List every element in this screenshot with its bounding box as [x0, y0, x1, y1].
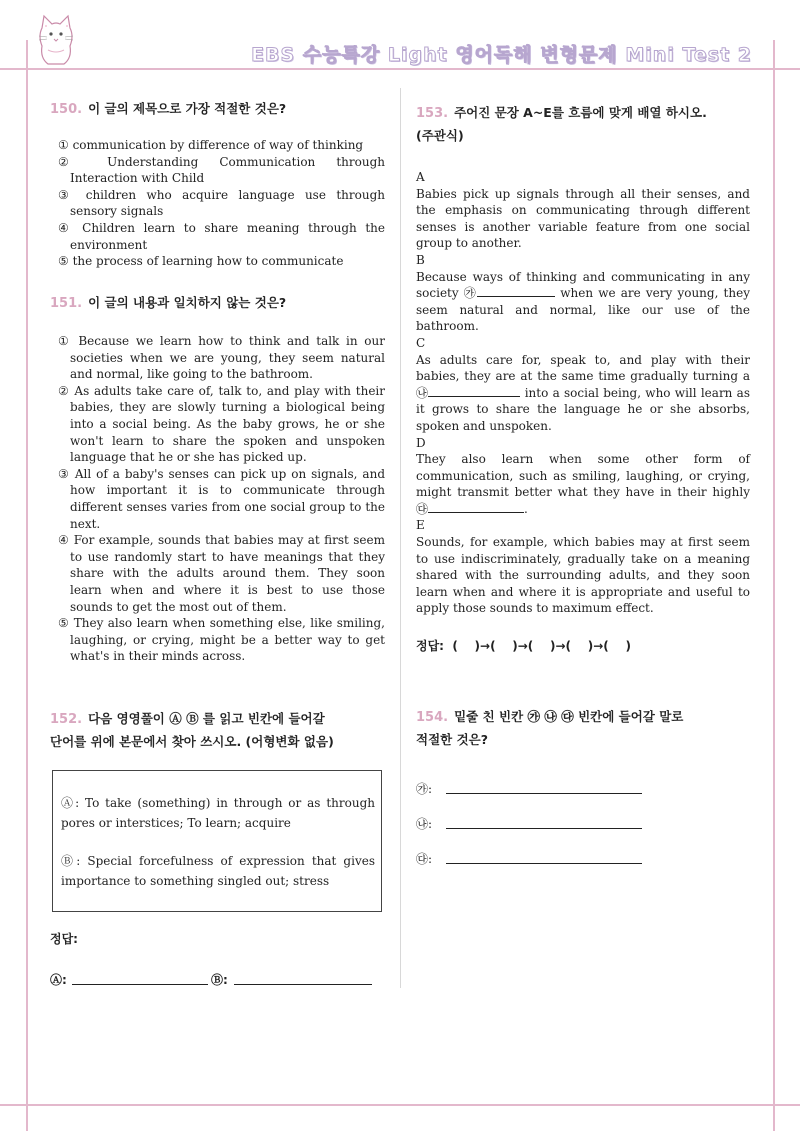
option-1[interactable]: ① communication by difference of way of thinking [58, 138, 364, 152]
question-text-line1: 밑줄 친 빈칸 ㉮ ㉯ ㉰ 빈칸에 들어갈 말로 [454, 709, 684, 724]
order-answer-line[interactable]: 정답: ( )→( )→( )→( )→( ) [416, 639, 631, 654]
sentence-b-label: B [416, 252, 425, 267]
question-number: 152. [50, 712, 83, 727]
passage-sentences [416, 169, 750, 617]
sentence-d-label: D [416, 435, 426, 450]
question-153-heading [416, 102, 750, 147]
question-text: 이 글의 내용과 일치하지 않는 것은? [88, 295, 287, 310]
option-4[interactable]: ④ For example, sounds that babies may at first seem to use randomly start to have meanings that they share with the adults around them. They soon learn when and where it is best to use those sounds to get the most out of them. [58, 533, 385, 614]
page-header-title: EBS 수능특강 Light 영어독해 변형문제 Mini Test 2 [251, 44, 752, 66]
answer-da-blank[interactable] [446, 863, 642, 864]
question-153 [416, 102, 750, 654]
answer-na-blank[interactable] [446, 828, 642, 829]
answer-ga-label: ㉮: [416, 782, 433, 796]
answer-b-label: Ⓑ: [211, 973, 228, 987]
answer-na-label: ㉯: [416, 817, 433, 831]
frame-bottom-line [0, 1104, 800, 1106]
frame-top-line [0, 68, 800, 70]
answer-label: 정답: [50, 932, 78, 946]
question-154-heading [416, 706, 750, 751]
frame-right-line [773, 40, 775, 1131]
blank-da[interactable] [428, 501, 524, 513]
answer-a-label: Ⓐ: [50, 973, 67, 987]
question-150-heading [50, 98, 385, 121]
cat-logo-icon [34, 14, 78, 66]
answer-b-blank[interactable] [234, 984, 372, 985]
question-152 [50, 708, 385, 753]
question-number: 150. [50, 102, 83, 117]
question-text-line1: 주어진 문장 A~E를 흐름에 맞게 배열 하시오. [454, 105, 707, 120]
sentence-e-label: E [416, 518, 425, 533]
question-151 [50, 292, 385, 665]
question-154 [416, 706, 750, 751]
question-text-line2: 단어를 위에 본문에서 찾아 쓰시오. (어형변화 없음) [50, 734, 334, 749]
question-text-line2: 적절한 것은? [416, 732, 488, 747]
definition-a: Ⓐ: To take (something) in through or as through pores or interstices; To learn; acquire [61, 796, 375, 830]
sentence-c-text: As adults care for, speak to, and play with their babies, they are at the same time gradually turning a ㉯ into a social being, who will learn as it grows to share the language he or she absorbs, spoken and unspoken. [416, 352, 750, 433]
option-1[interactable]: ① Because we learn how to think and talk in our societies when we are young, they seem natural and normal, like going to the bathroom. [58, 334, 385, 382]
option-5[interactable]: ⑤ the process of learning how to communicate [58, 254, 344, 269]
answer-ga-blank[interactable] [446, 793, 642, 794]
sentence-a-label: A [416, 170, 425, 184]
sentence-d-text: They also learn when some other form of communication, such as smiling, laughing, or crying, might transmit better what they have in their highly ㉰ . [416, 452, 750, 516]
options-list [50, 333, 385, 665]
question-152-heading [50, 708, 385, 753]
question-number: 151. [50, 296, 83, 311]
blank-ga[interactable] [477, 285, 555, 297]
column-divider [400, 88, 401, 988]
option-4[interactable]: ④ Children learn to share meaning through the environment [58, 220, 385, 252]
question-150 [50, 98, 385, 270]
sentence-e-text: Sounds, for example, which babies may at first seem to use indiscriminately, gradually take on a meaning shared with the surrounding adults, and they soon learn when and where it is appropriate and useful to apply those sounds to maximum effect. [416, 535, 750, 616]
option-2[interactable]: ② Understanding Communication through Interaction with Child [58, 154, 385, 186]
sentence-c-label: C [416, 335, 426, 350]
question-number: 153. [416, 106, 449, 121]
option-3[interactable]: ③ All of a baby's senses can pick up on signals, and how important it is to communicate through different senses varies from one social group to the next. [58, 466, 385, 531]
question-text-line2: (주관식) [416, 128, 464, 143]
option-5[interactable]: ⑤ They also learn when something else, like smiling, laughing, or crying, might be a better way to get what's in their minds across. [58, 616, 385, 664]
answer-da-label: ㉰: [416, 852, 433, 866]
sentence-a-text: Babies pick up signals through all their senses, and the emphasis on communicating through different senses is another variable feature from one social group to another. [416, 186, 750, 251]
options-list [50, 137, 385, 270]
definition-box [52, 770, 382, 912]
option-2[interactable]: ② As adults take care of, talk to, and play with their babies, they are slowly turning a biological being into a social being. As the baby grows, he or she won't learn to share the spoken and unspoken language that he or she has picked up. [58, 383, 385, 465]
definition-b: Ⓑ: Special forcefulness of expression that gives importance to something singled out; stress [61, 854, 375, 888]
question-151-heading [50, 292, 385, 315]
question-text-line1: 다음 영영풀이 Ⓐ Ⓑ 를 읽고 빈칸에 들어갈 [88, 711, 325, 726]
question-number: 154. [416, 710, 449, 725]
blank-na[interactable] [428, 385, 520, 397]
option-3[interactable]: ③ children who acquire language use through sensory signals [58, 187, 385, 219]
answer-a-blank[interactable] [72, 984, 208, 985]
question-text: 이 글의 제목으로 가장 적절한 것은? [88, 101, 287, 116]
frame-left-line [26, 40, 28, 1131]
sentence-b-text: Because ways of thinking and communicating in any society ㉮ when we are very young, they seem natural and normal, like our use of the bathroom. [416, 269, 750, 334]
